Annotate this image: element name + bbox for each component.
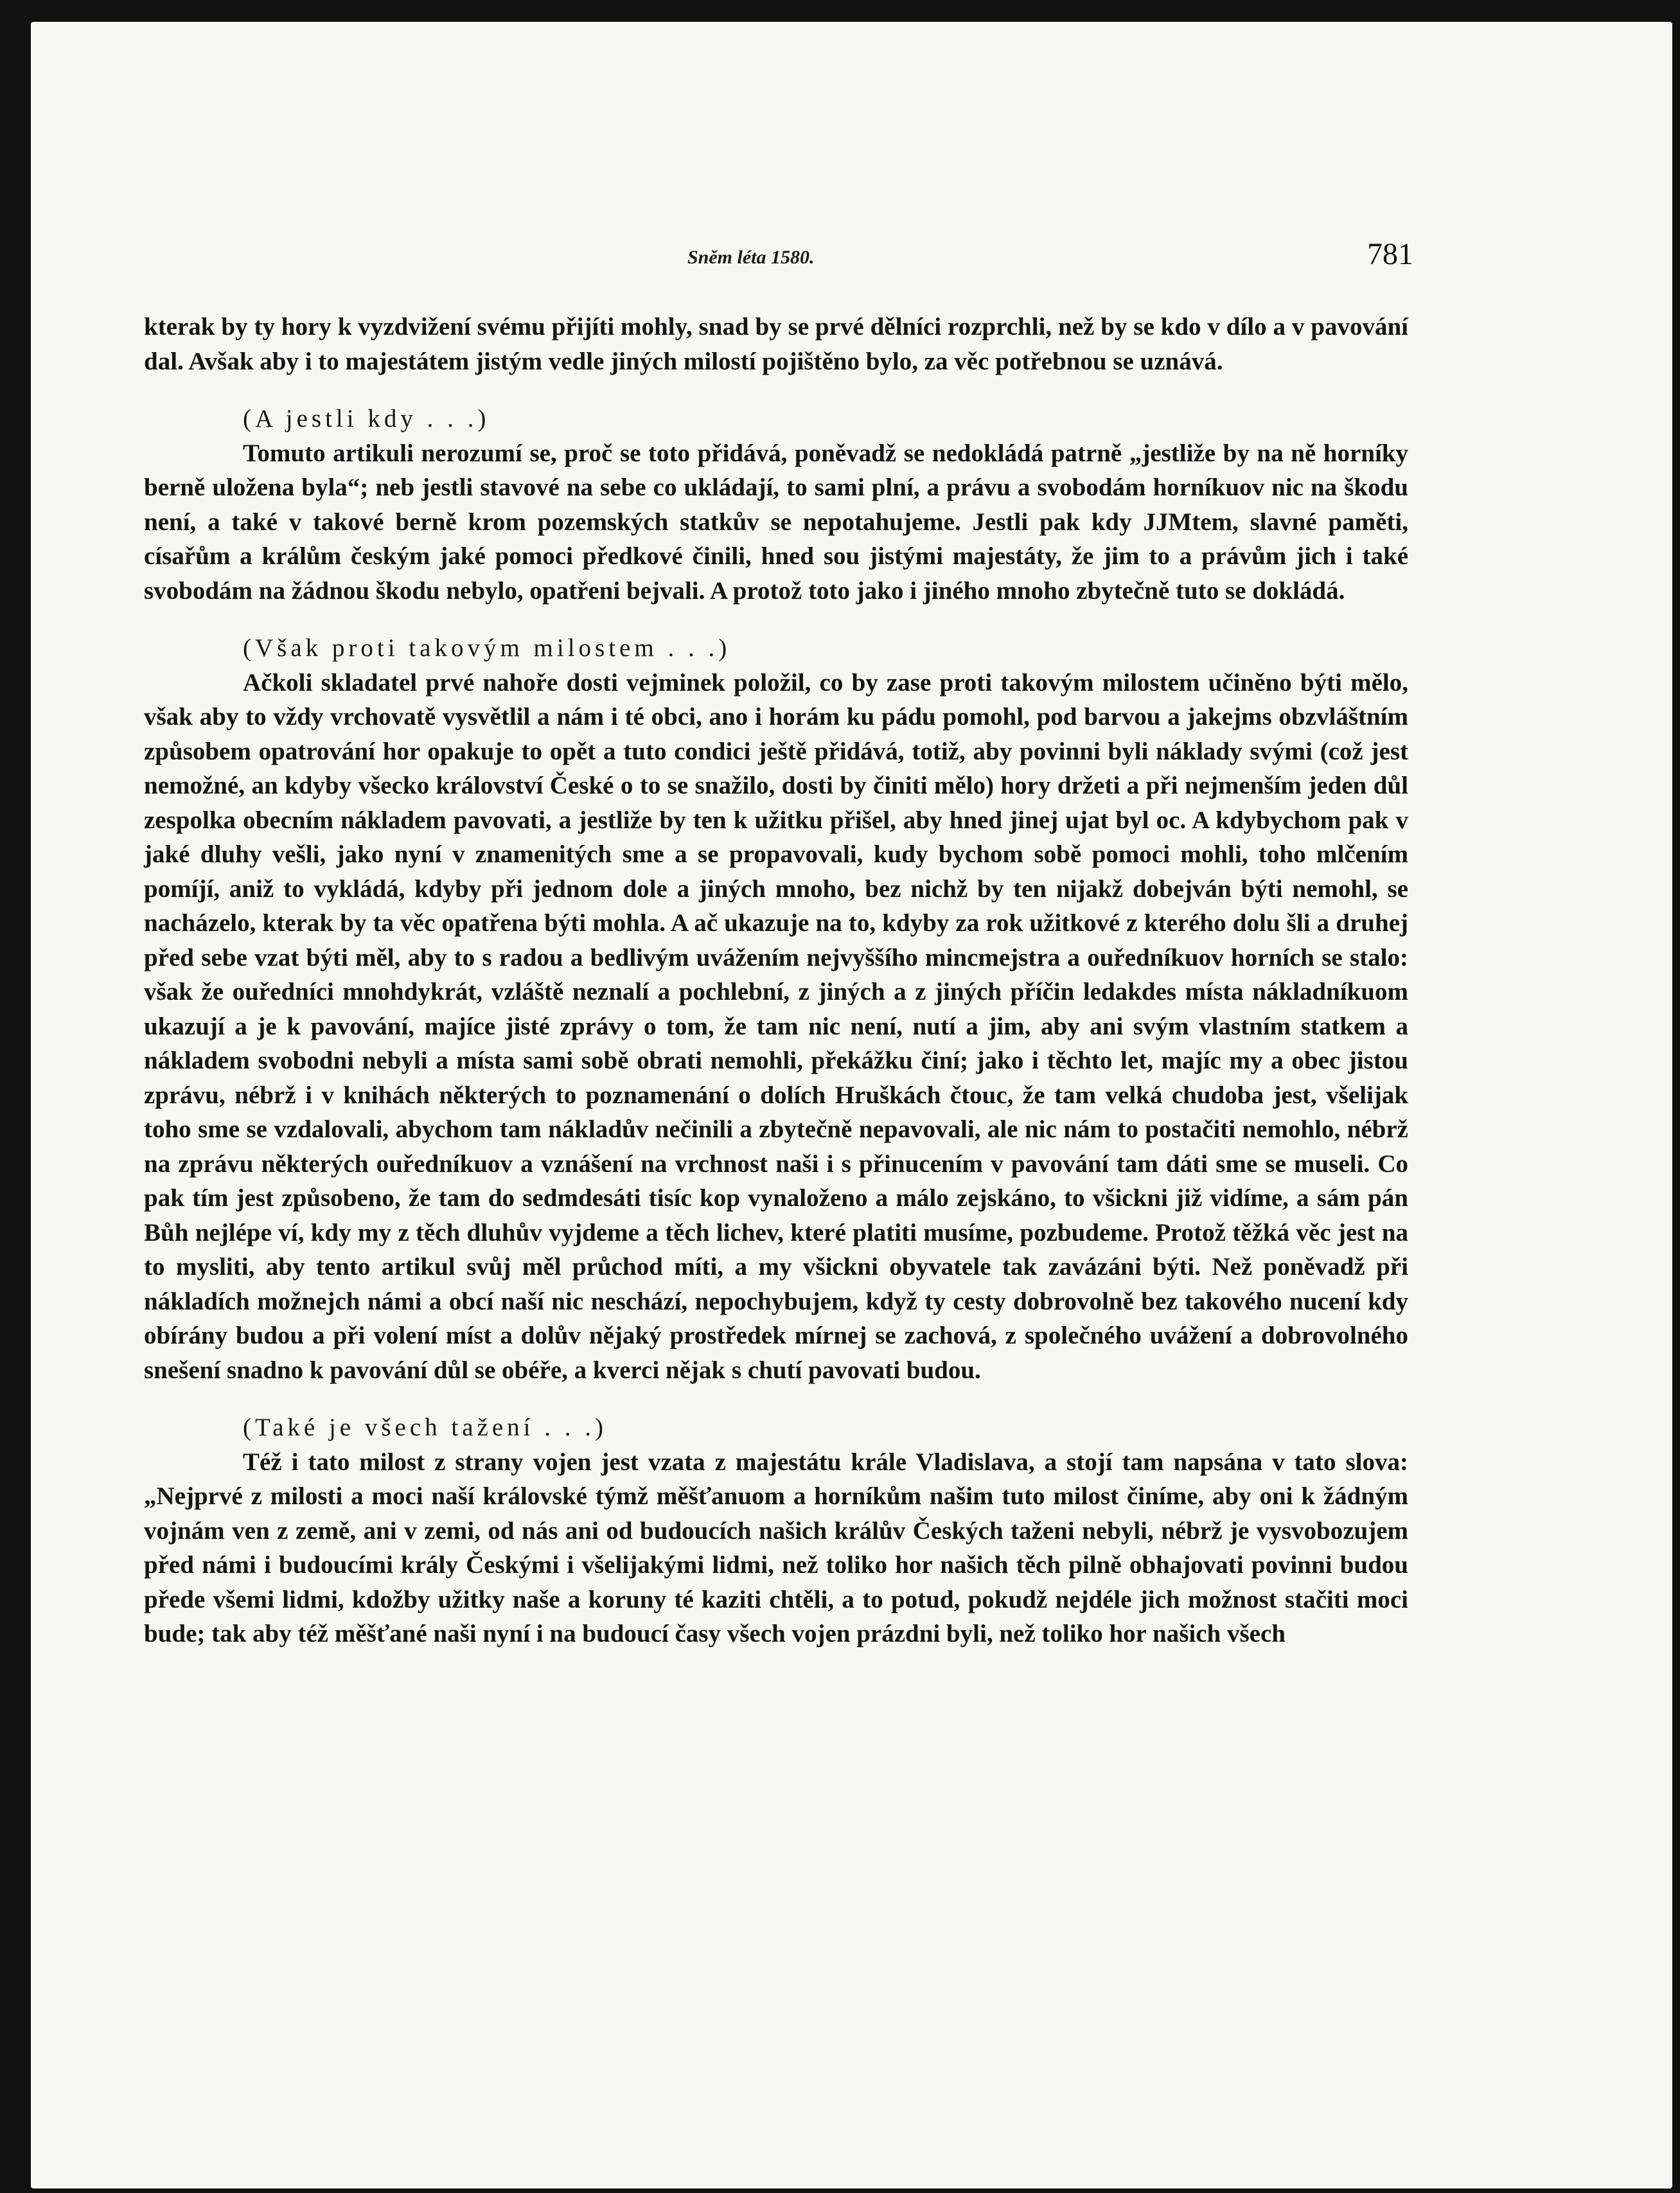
paragraph: Též i tato milost z strany vojen jest vzata z majestátu krále Vladislava, a stojí tam napsána v tato slova: „Nejprvé z milosti a moci naší královské týmž měšťanuom a horníkům našim tuto milost činíme, aby oni k žádným vojnám ven z země, ani v zemi, od nás ani od budoucích našich králův Českých taženi nebyli, nébrž je vysvobozujem před námi i budoucími krály Českými i všelijakými lidmi, než toliko hor našich těch pilně obhajovati povinni budou přede všemi lidmi, kdožby užitky naše a koruny té kaziti chtěli, a to potud, pokudž nejdéle jich možnost stačiti moci bude; tak aby též měšťané naši nyní i na budoucí časy všech vojen prázdni byli, než toliko hor našich všech xyxy=(144,1448,1408,1647)
running-head: Sněm léta 1580. xyxy=(687,247,815,268)
paragraph: Tomuto artikuli nerozumí se, proč se toto přidává, poněvadž se nedokládá patrně „jestliže by na ně horníky berně uložena byla“; neb jestli stavové na sebe co ukládají, to sami plní, a právu a svobodám horníkuov nic na škodu není, a také v takové berně krom pozemských statkův se nepotahujeme. Jestli pak kdy JJMtem, slavné paměti, císařům a králům českým jaké pomoci předkové činili, hned sou jistými majestáty, že jim to a právům jich i také svobodám na žádnou škodu nebylo, opatřeni bejvali. A protož toto jako i jiného mnoho zbytečně tuto se dokládá. xyxy=(144,439,1408,605)
body-text xyxy=(144,310,1408,1651)
paragraph: kterak by ty hory k vyzdvižení svému přijíti mohly, snad by se prvé dělníci rozprchli, než by se kdo v dílo a v pavování dal. Avšak aby i to majestátem jistým vedle jiných milostí pojištěno bylo, za věc potřebnou se uznává. xyxy=(144,313,1408,375)
section-heading: (Však proti takovým milostem . . .) xyxy=(243,634,731,662)
page-header xyxy=(31,227,1672,279)
section-heading: (A jestli kdy . . .) xyxy=(243,405,490,432)
section-heading: (Také je všech tažení . . .) xyxy=(243,1414,607,1441)
paragraph: Ačkoli skladatel prvé nahoře dosti vejminek položil, co by zase proti takovým milostem učiněno býti mělo, však aby to vždy vrchovatě vysvětlil a nám i té obci, ano i horám ku pádu pomohl, pod barvou a jakejms obzvláštním způsobem opatrování hor opakuje to opět a tuto condici ještě přidává, totiž, aby povinni byli náklady svými (což jest nemožné, an kdyby všecko království České o to se snažilo, dosti by činiti mělo) hory držeti a při nejmenším jeden důl zespolka obecním nákladem pavovati, a jestliže by ten k užitku přišel, aby hned jinej ujat byl oc. A kdybychom pak v jaké dluhy vešli, jako nyní v znamenitých sme a se propavovali, kudy bychom sobě pomoci mohli, toho mlčením pomíjí, aniž to vykládá, kdyby při jednom dole a jiných mnoho, bez nichž by ten nijakž dobejván býti nemohl, se nacházelo, kterak by ta věc opatřena býti mohla. A ač ukazuje na to, kdyby za rok užitkové z kterého dolu šli a druhej před sebe vzat býti měl, aby to s radou a bedlivým uvážením nejvyššího mincmejstra a ouředníkuov horních se stalo: však že ouředníci mnohdykrát, vzláště neznalí a pochlební, z jiných a z jiných příčin ledakdes místa nákladníkuom ukazují a je k pavování, majíce jisté zprávy o tom, že tam nic není, nutí a jim, aby ani svým vlastním statkem a nákladem svobodni nebyli a místa sami sobě obrati nemohli, překážku činí; jako i těchto let, majíc my a obec jistou zprávu, nébrž i v knihách některých to poznamenání o dolích Hruškách čtouc, že tam velká chudoba jest, všelijak toho sme se vzdalovali, abychom tam nákladův nečinili a zbytečně nepavovali, ale nic nám to postačiti nemohlo, nébrž na zprávu některých ouředníkuov a vznášení na vrchnost naši i s přinucením v pavování tam dáti sme se museli. Co pak tím jest způsobeno, že tam do sedmdesáti tisíc kop vynaloženo a málo zejskáno, to všickni již vidíme, a sám pán Bůh nejlépe ví, kdy my z těch dluhův vyjdeme a těch lichev, které platiti musíme, pozbudeme. Protož těžká věc jest na to mysliti, aby tento artikul svůj měl průchod míti, a my všickni obyvatele tak zavázáni býti. Než poněvadž při nákladích možnejch námi a obcí naší nic neschází, nepochybujem, když ty cesty dobrovolně bez takového nucení kdy obírány budou a při volení míst a dolův nějaký prostředek mírnej se zachová, z společného uvážení a dobrovolného snešení snadno k pavování důl se obéře, a kverci nějak s chutí pavovati budou. xyxy=(144,668,1408,1384)
page-number: 781 xyxy=(1367,237,1413,271)
document-page xyxy=(31,22,1672,2189)
